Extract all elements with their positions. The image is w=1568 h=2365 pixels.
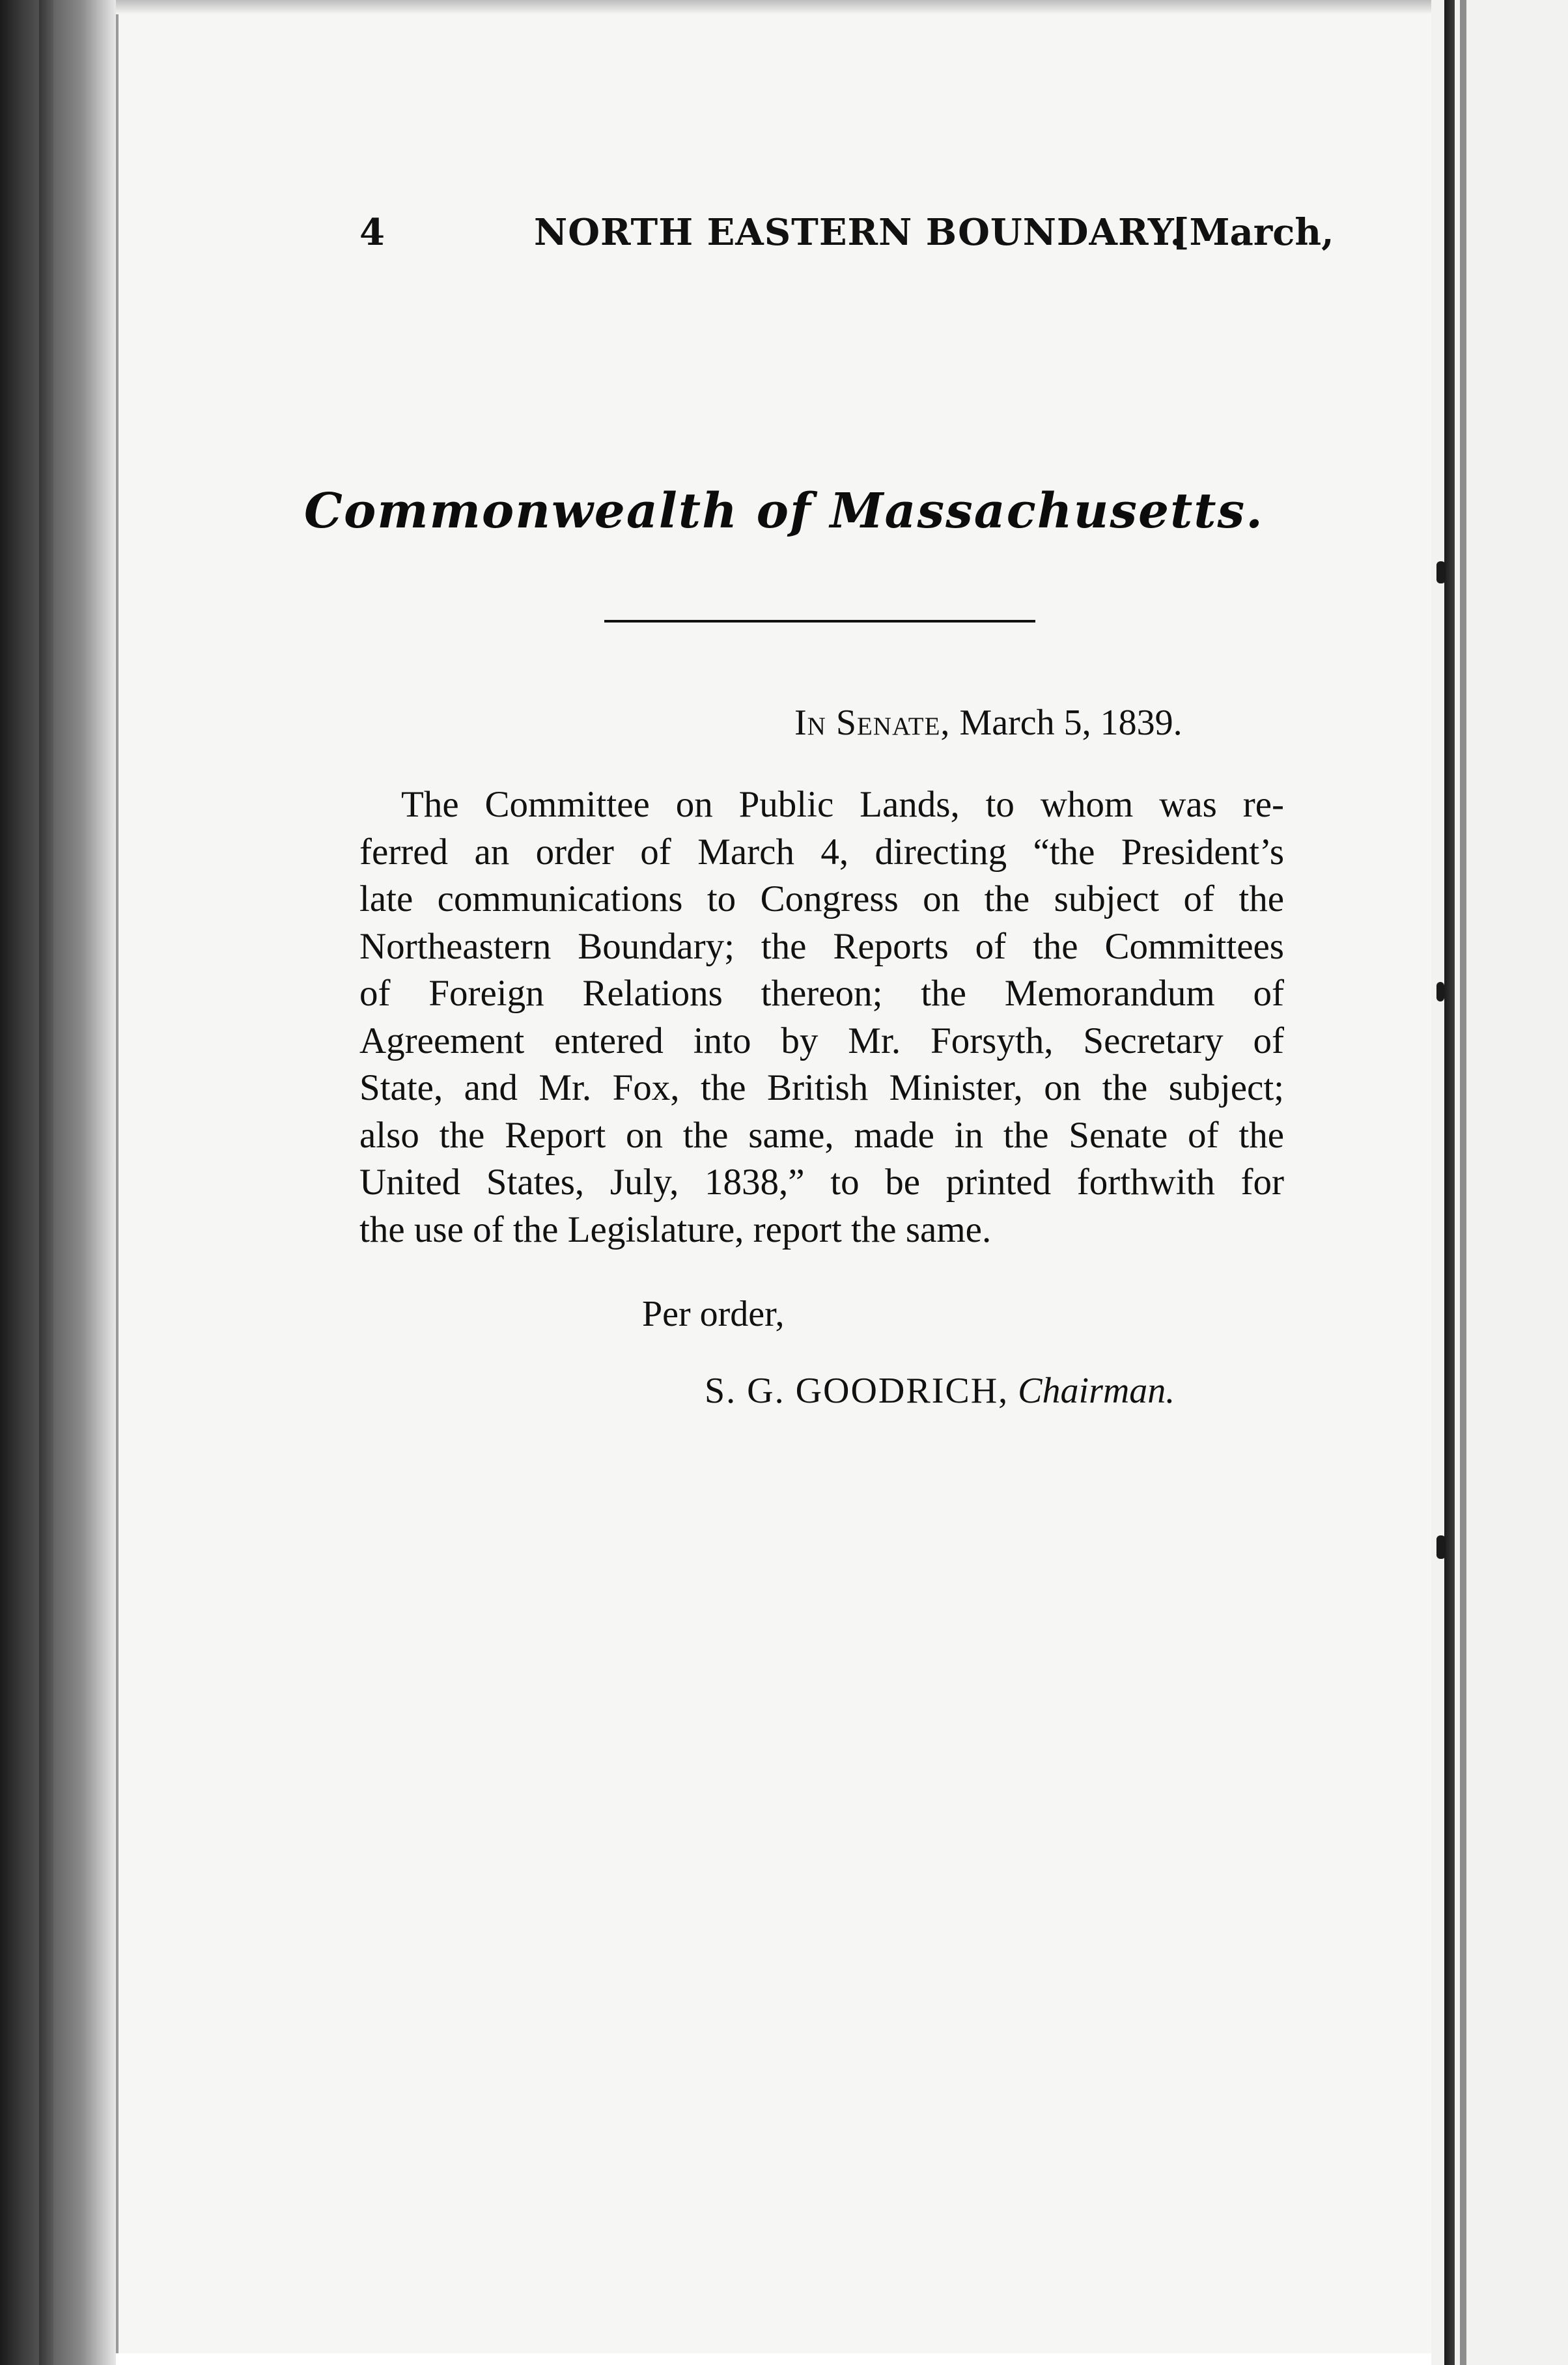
body-line: ferred an order of March 4, directing “the President’s <box>359 831 1284 873</box>
heading-rule <box>604 620 1035 623</box>
running-head-month: [March, <box>1172 211 1334 254</box>
book-spine-shadow <box>0 0 116 2365</box>
body-line: Agreement entered into by Mr. Forsyth, Secretary of <box>359 1020 1284 1061</box>
next-page-edge <box>1431 0 1568 2365</box>
edge-speck <box>1436 982 1444 1001</box>
dateline-date: March 5, 1839. <box>959 703 1183 743</box>
closing-line: Per order, <box>642 1294 785 1334</box>
document-heading: Commonwealth of Massachusetts. <box>304 483 1264 539</box>
body-line: State, and Mr. Fox, the British Minister, on the subject; <box>359 1067 1284 1108</box>
body-line: The Committee on Public Lands, to whom was re- <box>401 784 1284 825</box>
edge-speck <box>1436 561 1446 583</box>
body-line: of Foreign Relations thereon; the Memorandum of <box>359 973 1284 1014</box>
body-line: late communications to Congress on the subject of the <box>359 878 1284 919</box>
edge-speck <box>1436 1535 1446 1559</box>
body-paragraph <box>359 781 1284 1253</box>
dateline <box>794 702 1183 744</box>
running-head <box>0 203 1568 262</box>
signature-block <box>705 1370 1175 1412</box>
body-line: Northeastern Boundary; the Reports of the Committees <box>359 925 1284 967</box>
page-gutter-line <box>1444 0 1455 2365</box>
page-number: 4 <box>359 211 385 254</box>
body-line: United States, July, 1838,” to be printed forthwith for <box>359 1162 1284 1203</box>
body-line: also the Report on the same, made in the Senate of the <box>359 1114 1284 1156</box>
top-edge-shadow <box>116 0 1431 14</box>
body-line: the use of the Legislature, report the same. <box>359 1209 992 1250</box>
signatory-name: S. G. GOODRICH, <box>705 1371 1009 1411</box>
running-head-title: NORTH EASTERN BOUNDARY. <box>534 211 1184 254</box>
dateline-chamber: In Senate, <box>794 703 951 743</box>
signatory-role: Chairman. <box>1018 1371 1175 1411</box>
page-gutter-line-secondary <box>1460 0 1466 2365</box>
